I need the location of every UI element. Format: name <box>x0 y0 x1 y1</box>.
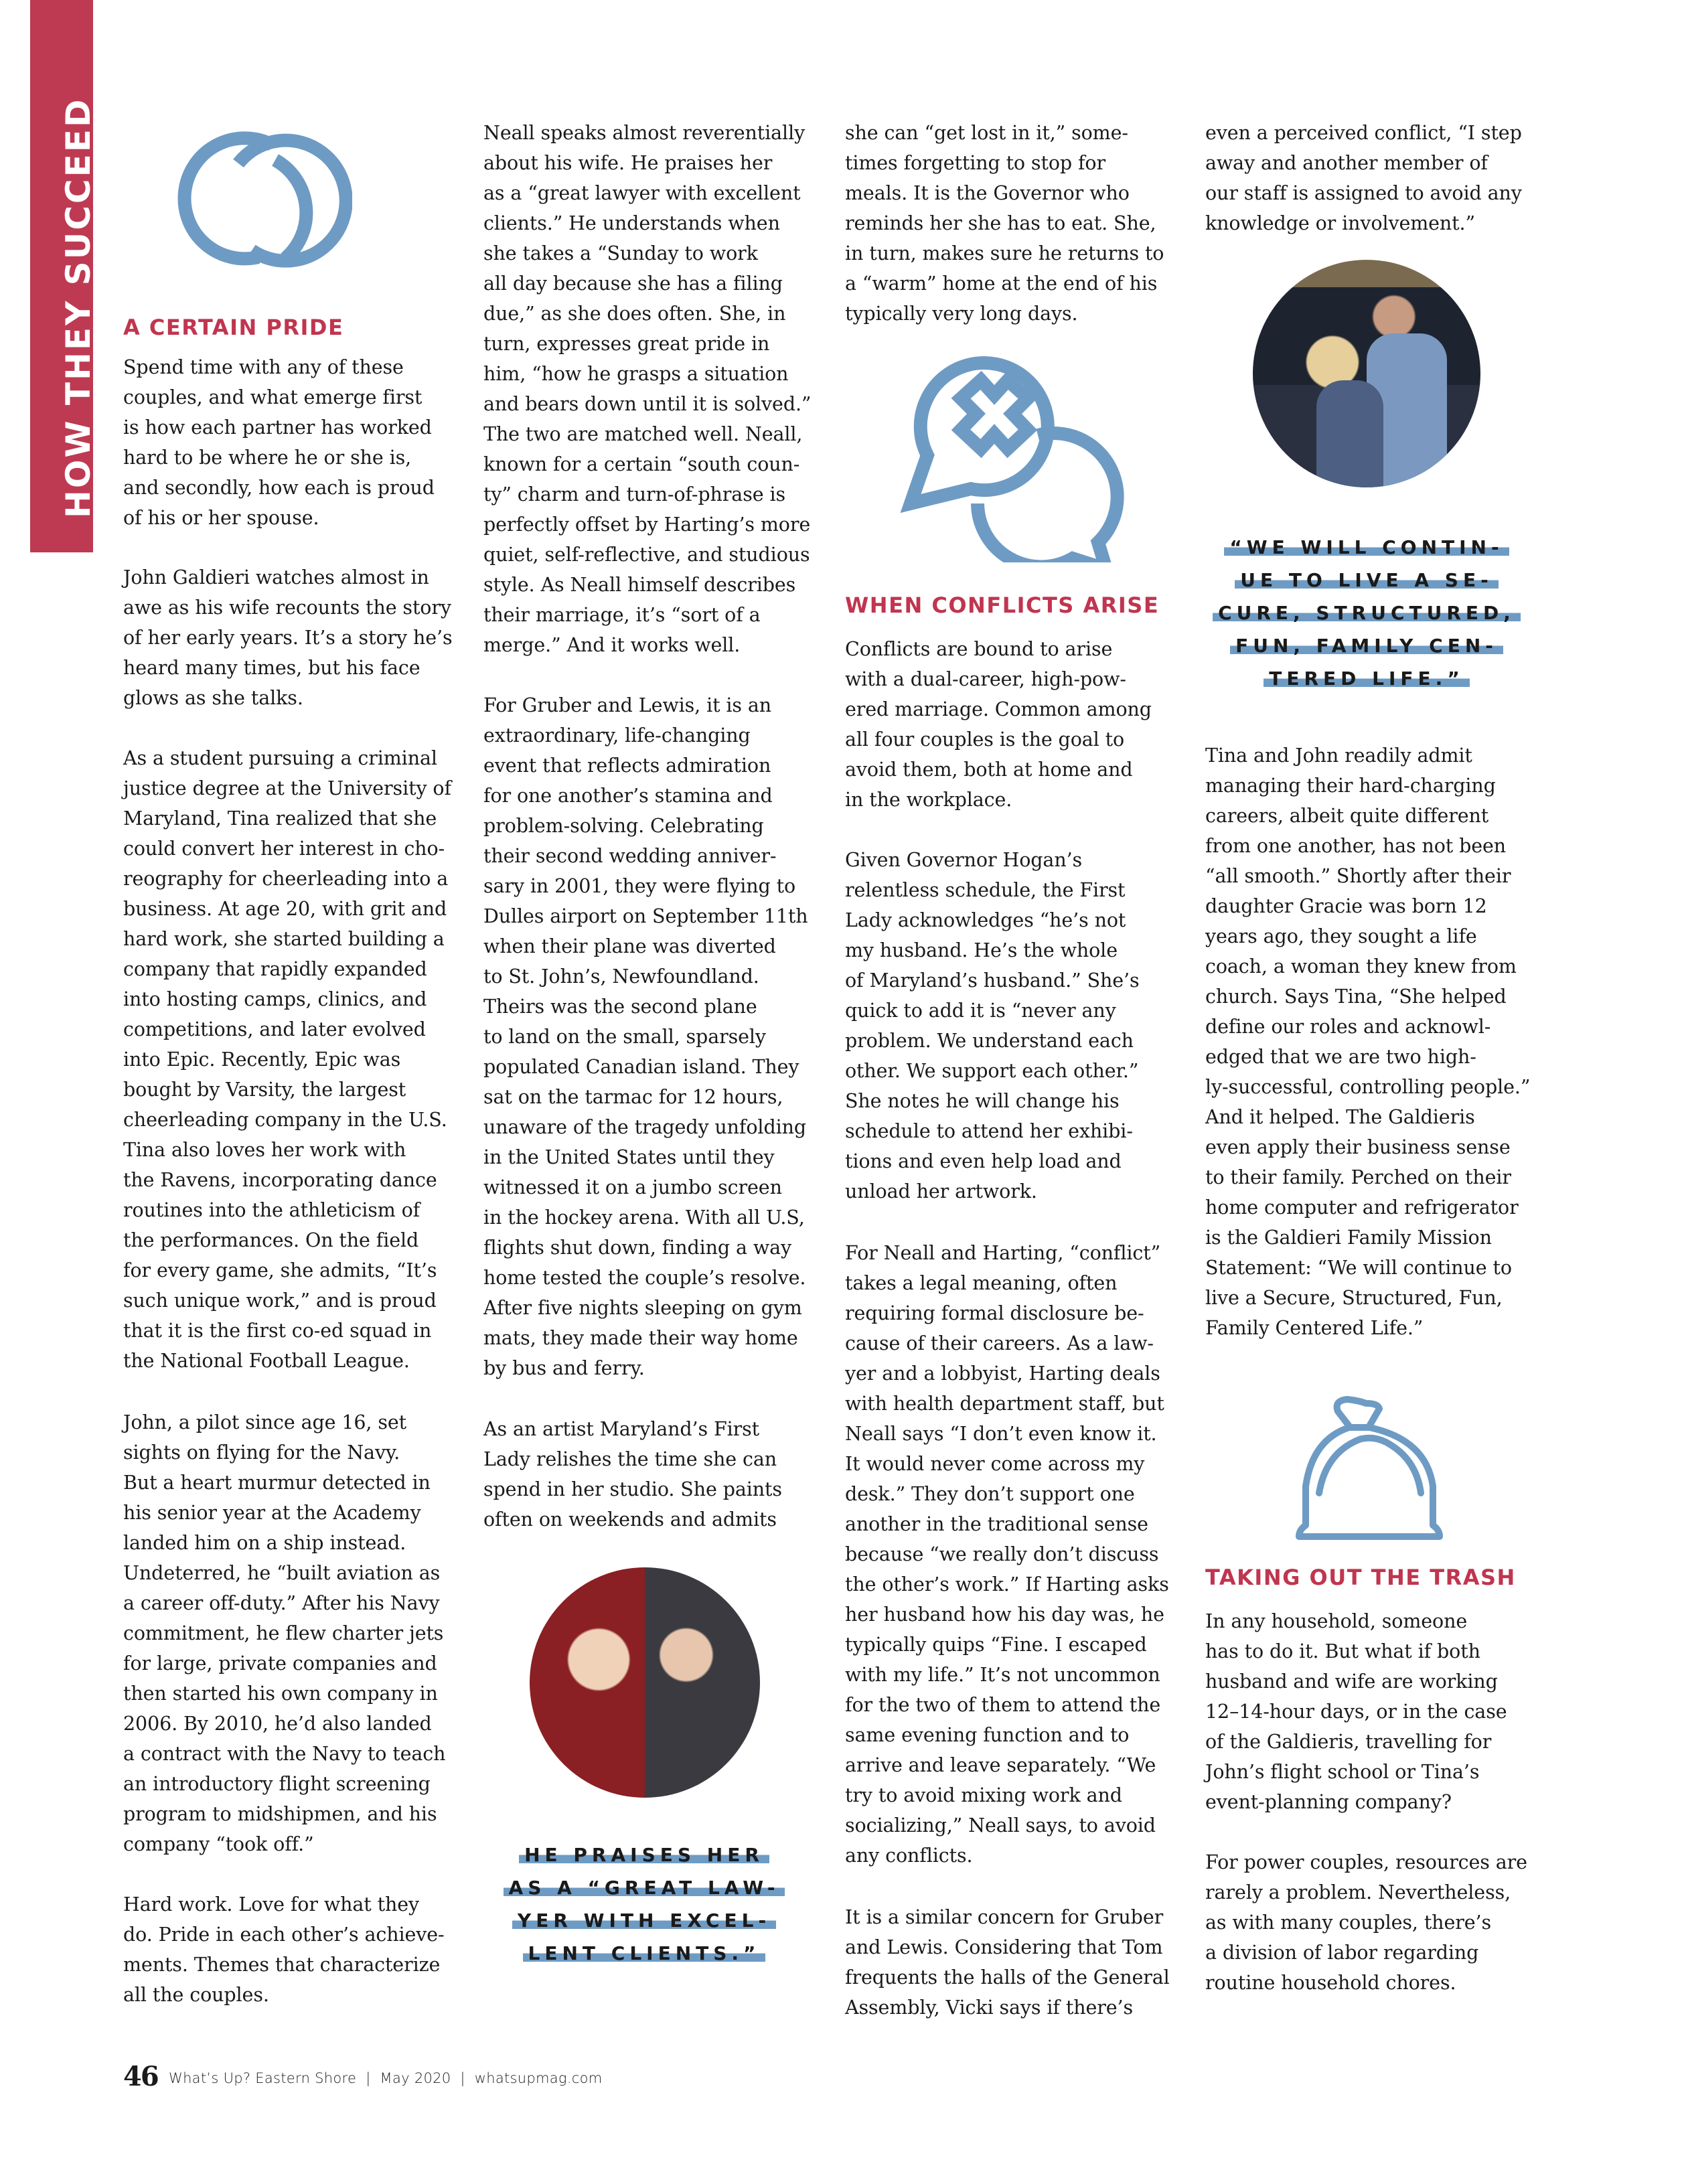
body-paragraph: It is a similar concern for Gruber and Lewis. Considering that Tom frequents the halls of the General Assembly, Vicki says if there’s <box>845 1906 1170 2019</box>
interlocked-rings-icon <box>158 123 352 281</box>
section-heading-certain-pride: A CERTAIN PRIDE <box>123 315 344 340</box>
page-number: 46 <box>123 2061 158 2092</box>
section-heading-trash: TAKING OUT THE TRASH <box>1205 1565 1516 1590</box>
pull-quote <box>477 1839 812 1970</box>
body-paragraph: Tina and John readily admit managing their hard-charging careers, albeit quite different from one another, has not been “all smooth.” Shortly after their daughter Gracie was born 12 years ago, they sought a life coach, a woman they knew from church. Says Tina, “She helped define our roles and acknowl- edged that we are two high- ly-successful, controlling people.” And it helped. The Galdieris even apply their business sense to their family. Perched on their home computer and refrigerator is the Galdieri Family Mission Statement: “We will continue to live a Secure, Structured, Fun, Family Centered Life.” <box>1205 745 1531 1339</box>
body-paragraph: In any household, someone has to do it. But what if both husband and wife are working 12–14-hour days, or in the case of the Galdieris, travelling for John’s flight school or Tina’s event-planning company? <box>1205 1610 1507 1813</box>
pull-quote-line: YER WITH EXCEL- <box>512 1909 776 1932</box>
footer-publication-info: What’s Up? Eastern Shore | May 2020 | whatsupmag.com <box>169 2070 603 2086</box>
section-heading-conflicts: WHEN CONFLICTS ARISE <box>845 593 1160 618</box>
body-paragraph: even a perceived conflict, “I step away and another member of our staff is assigned to avoid any knowledge or involvement.” <box>1205 122 1522 234</box>
pull-quote-line: “WE WILL CONTIN- <box>1224 536 1509 558</box>
body-paragraph: For power couples, resources are rarely a problem. Nevertheless, as with many couples, there’s a division of labor regarding routine household chores. <box>1205 1851 1527 1994</box>
body-paragraph: Conflicts are bound to arise with a dual-career, high-pow- ered marriage. Common among all four couples is the goal to avoid them, both at home and in the workplace. <box>845 638 1152 811</box>
body-paragraph: Hard work. Love for what they do. Pride in each other’s achieve- ments. Themes that characterize all the couples. <box>123 1893 445 2006</box>
pull-quote-line: FUN, FAMILY CEN- <box>1230 635 1503 657</box>
conflict-speech-bubbles-icon <box>897 348 1125 562</box>
pull-quote-line: UE TO LIVE A SE- <box>1235 569 1498 591</box>
pull-quote <box>1186 531 1547 695</box>
trash-bag-icon <box>1292 1386 1446 1540</box>
couple-photo-galdieri <box>1253 260 1480 487</box>
pull-quote-line: CURE, STRUCTURED, <box>1213 602 1521 624</box>
body-paragraph: Neall speaks almost reverentially about his wife. He praises her as a “great lawyer with excellent clients.” He understands when she takes a “Sunday to work all day because she has a filing due,” as she does often. She, in turn, expresses great pride in him, “how he grasps a situation and bears down until it is solved.” The two are matched well. Neall, known for a certain “south coun- ty” charm and turn-of-phrase is perfectly offset by Harting’s more quiet, self-reflective, and studious style. As Neall himself describes their marriage, it’s “sort of a merge.” And it works well. <box>483 122 812 656</box>
pull-quote-line: HE PRAISES HER <box>519 1844 769 1866</box>
body-paragraph: Given Governor Hogan’s relentless schedule, the First Lady acknowledges “he’s not my husband. He’s the whole of Maryland’s husband.” She’s quick to add it is “never any problem. We understand each other. We support each other.” She notes he will change his schedule to attend her exhibi- tions and even help load and unload her artwork. <box>845 849 1140 1202</box>
body-paragraph: As a student pursuing a criminal justice degree at the University of Maryland, Tina realized that she could convert her interest in cho- reography for cheerleading into a business. At age 20, with grit and hard work, she started building a company that rapidly expanded into hosting camps, clinics, and competitions, and later evolved into Epic. Recently, Epic was bought by Varsity, the largest cheerleading company in the U.S. Tina also loves her work with the Ravens, incorporating dance routines into the athleticism of the performances. On the field for every game, she admits, “It’s such unique work,” and is proud that it is the first co-ed squad in the National Football League. <box>123 747 451 1372</box>
pull-quote-line: TERED LIFE.” <box>1264 668 1469 690</box>
couple-photo-neall-harting <box>530 1567 760 1798</box>
body-paragraph: As an artist Maryland’s First Lady relishes the time she can spend in her studio. She paints often on weekends and admits <box>483 1418 782 1531</box>
body-paragraph: Spend time with any of these couples, and what emerge first is how each partner has worked hard to be where he or she is, and secondly, how each is proud of his or her spouse. <box>123 356 435 529</box>
pull-quote-line: AS A “GREAT LAW- <box>504 1877 785 1899</box>
pull-quote-line: LENT CLIENTS.” <box>523 1942 766 1964</box>
body-paragraph: For Neall and Harting, “conflict” takes a legal meaning, often requiring formal disclosure be- cause of their careers. As a law- yer and a lobbyist, Harting deals with health department staff, but Neall says “I don’t even know it. It would never come across my desk.” They don’t support one another in the traditional sense because “we really don’t discuss the other’s work.” If Harting asks her husband how his day was, he typically quips “Fine. I escaped with my life.” It’s not uncommon for the two of them to attend the same evening function and to arrive and leave separately. “We try to avoid mixing work and socializing,” Neall says, to avoid any conflicts. <box>845 1242 1169 1867</box>
body-paragraph: For Gruber and Lewis, it is an extraordinary, life-changing event that reflects admiration for one another’s stamina and problem-solving. Celebrating their second wedding anniver- sary in 2001, they were flying to Dulles airport on September 11th when their plane was diverted to St. John’s, Newfoundland. Theirs was the second plane to land on the small, sparsely populated Canadian island. They sat on the tarmac for 12 hours, unaware of the tragedy unfolding in the United States until they witnessed it on a jumbo screen in the hockey arena. With all U.S, flights shut down, finding a way home tested the couple’s resolve. After five nights sleeping on gym mats, they made their way home by bus and ferry. <box>483 694 808 1379</box>
body-paragraph: John, a pilot since age 16, set sights on flying for the Navy. But a heart murmur detected in his senior year at the Academy landed him on a ship instead. Undeterred, he “built aviation as a career off-duty.” After his Navy commitment, he flew charter jets for large, private companies and then started his own company in 2006. By 2010, he’d also landed a contract with the Navy to teach an introductory flight screening program to midshipmen, and his company “took off.” <box>123 1411 446 1855</box>
section-sidebar-bar <box>30 0 98 552</box>
body-paragraph: she can “get lost in it,” some- times forgetting to stop for meals. It is the Governor who reminds her she has to eat. She, in turn, makes sure he returns to a “warm” home at the end of his typically very long days. <box>845 122 1164 325</box>
section-label: HOW THEY SUCCEED <box>59 97 98 518</box>
body-paragraph: John Galdieri watches almost in awe as his wife recounts the story of her early years. It’s a story he’s heard many times, but his face glows as she talks. <box>123 566 453 709</box>
